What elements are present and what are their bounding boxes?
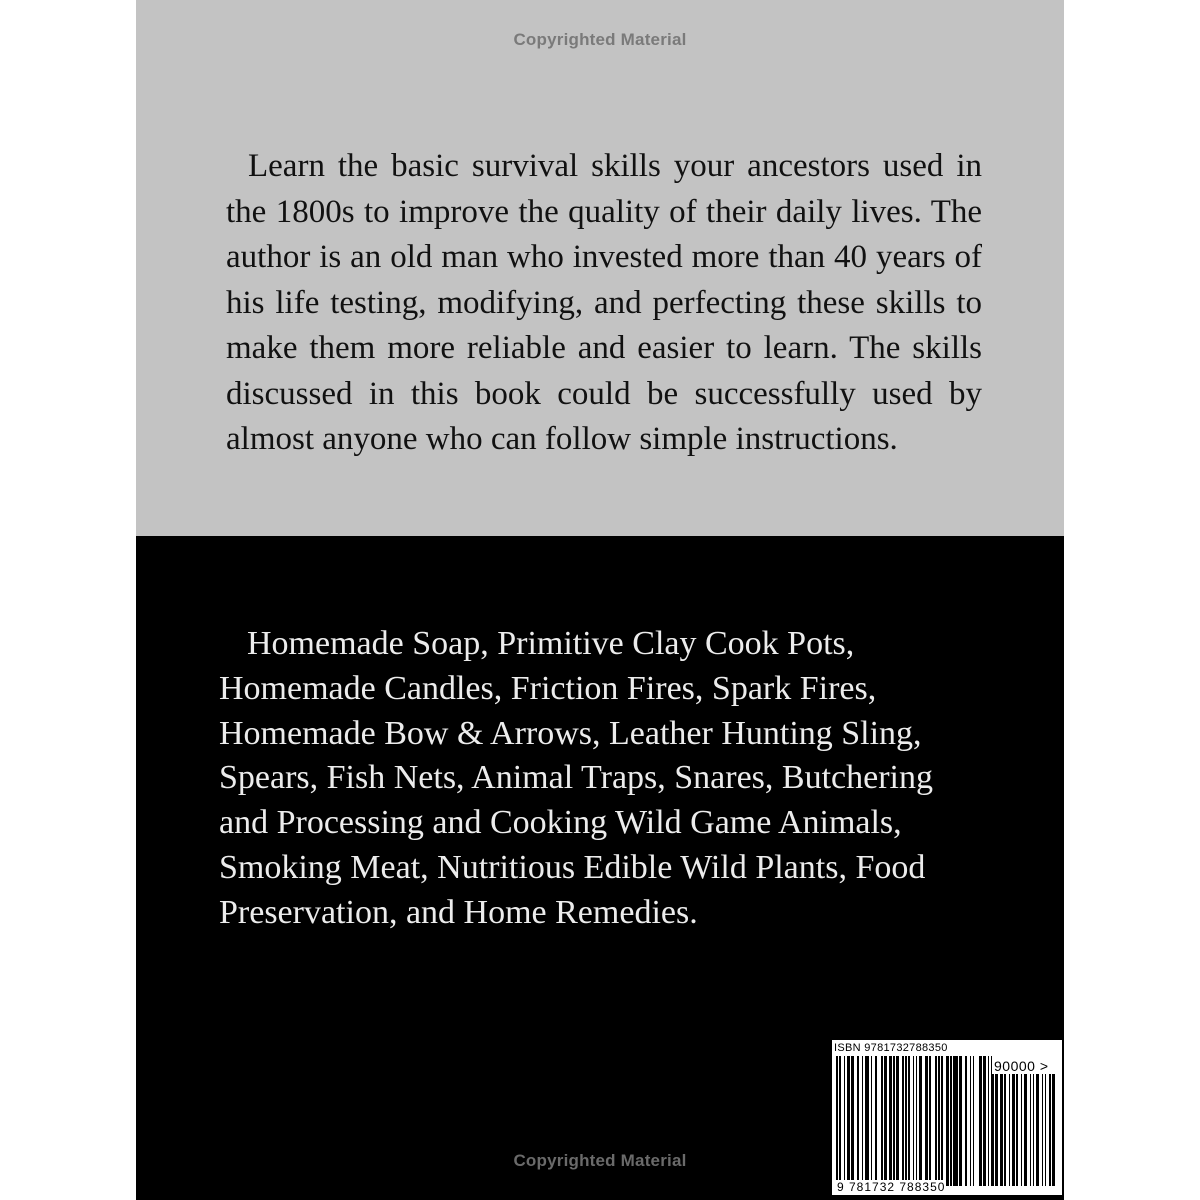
barcode-bar [946,1056,949,1186]
skills-list: Homemade Soap, Primitive Clay Cook Pots, Homemade Candles, Friction Fires, Spark Fires, Homemade Bow & Arrows, Leather Hunting Sling, Spears, Fish Nets, Animal Traps, Snares, Butchering and Processing and Cooking Wild Game Animals, Smoking Meat, Nutritious Edible Wild Plants, Food Preservation, and Home Remedies. [219,625,933,931]
barcode-bar [925,1056,928,1186]
barcode-bar [913,1056,915,1186]
barcode-bar [1009,1074,1011,1186]
barcode-bar [839,1056,841,1194]
barcode-bar [919,1056,922,1186]
barcode-bar [1033,1074,1035,1186]
barcode-bar [970,1056,972,1186]
barcode-bar [905,1056,907,1186]
top-gray-panel [136,0,1064,536]
barcode-bar [988,1056,990,1186]
barcode-bar [862,1056,864,1186]
barcode-bar [1021,1074,1023,1186]
barcode-bar [1036,1074,1039,1186]
barcode-bar [1049,1074,1051,1186]
barcode-bar [953,1056,958,1186]
barcode-bar [881,1056,883,1186]
barcode-bar [1030,1074,1032,1186]
price-code: 90000 > [994,1058,1049,1074]
isbn-barcode [832,1040,1062,1195]
barcode-bar [893,1056,895,1186]
barcode-bar [995,1074,998,1186]
barcode-bar [1016,1074,1018,1186]
isbn-label: ISBN 9781732788350 [834,1042,948,1054]
barcode-bar [1042,1074,1044,1186]
barcode-bar [941,1056,943,1186]
barcode-bar [1004,1074,1006,1186]
barcode-bar [851,1056,854,1186]
barcode-bar [847,1056,850,1186]
barcode-bar [865,1056,870,1186]
isbn-digits: 9 781732 788350 [837,1180,946,1194]
barcode-bar [983,1056,986,1186]
barcode-bar [965,1056,967,1186]
barcode-bar [836,1056,838,1194]
barcode-bars [836,1056,986,1186]
barcode-bar [857,1056,859,1186]
barcode-bar [938,1056,940,1194]
barcode-bar [1024,1074,1027,1186]
book-back-cover [136,0,1064,1200]
barcode-bar [959,1056,962,1186]
barcode-bar [992,1074,994,1186]
barcode-bar [979,1056,982,1186]
barcode-bar [902,1056,904,1186]
barcode-bar [844,1056,846,1186]
barcode-bar [884,1056,887,1186]
copyright-watermark-top: Copyrighted Material [513,30,687,49]
barcode-bar [973,1056,975,1186]
barcode-bar [1000,1074,1003,1186]
book-description: Learn the basic survival skills your ancestors used in the 1800s to improve the quality of their daily lives. The author is an old man who invested more than 40 years of his life testing, modifying, and perfecting these skills to make them more reliable and easier to learn. The skills discussed in this book could be successfully used by almost anyone who can follow simple instructions. [226,148,982,457]
barcode-bar [916,1056,918,1186]
barcode-bar [929,1056,931,1186]
barcode-bar [950,1056,952,1186]
barcode-bar [935,1056,937,1194]
barcode-bar [908,1056,910,1186]
price-barcode-bars [992,1074,1056,1186]
barcode-bar [1012,1074,1015,1186]
barcode-bar [896,1056,899,1186]
barcode-bar [1052,1074,1055,1186]
barcode-bar [889,1056,892,1186]
barcode-bar [1045,1074,1047,1186]
barcode-bar [875,1056,877,1186]
barcode-bar [871,1056,873,1186]
copyright-watermark-bottom: Copyrighted Material [513,1151,687,1170]
